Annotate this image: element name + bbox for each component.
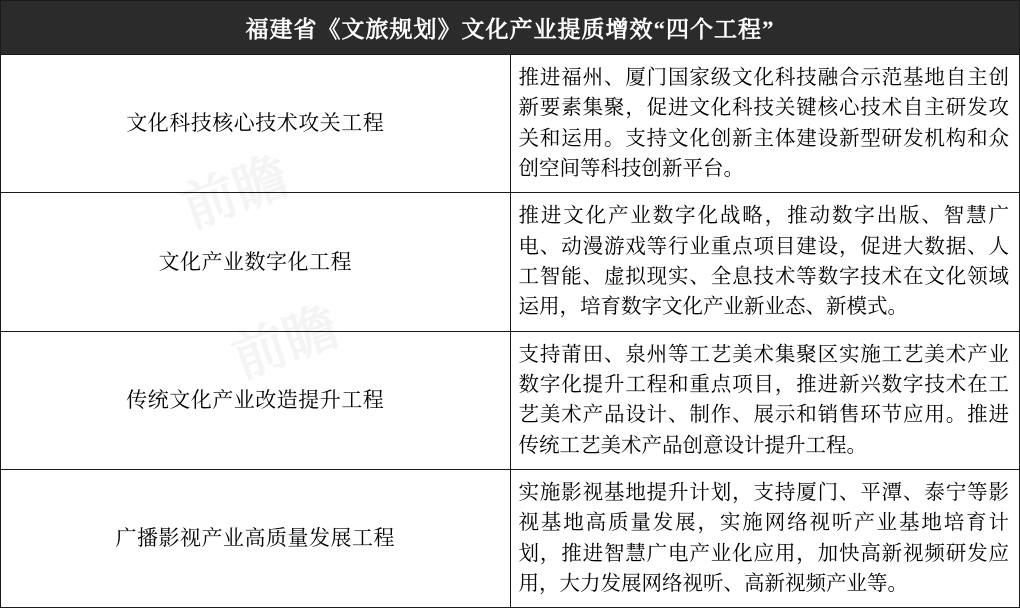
project-name: 文化产业数字化工程 [1,193,511,331]
project-name: 文化科技核心技术攻关工程 [1,55,511,193]
project-description: 实施影视基地提升计划，支持厦门、平潭、泰宁等影视基地高质量发展，实施网络视听产业基地培育计划，推进智慧广电产业化应用，加快高新视频研发应用，大力发展网络视听、高新视频产业等。 [510,469,1020,607]
project-description: 支持莆田、泉州等工艺美术集聚区实施工艺美术产业数字化提升工程和重点项目，推进新兴数字技术在工艺美术产品设计、制作、展示和销售环节应用。推进传统工艺美术产品创意设计提升工程。 [510,331,1020,469]
table-row [1,469,1020,607]
project-description: 推进文化产业数字化战略，推动数字出版、智慧广电、动漫游戏等行业重点项目建设，促进大数据、人工智能、虚拟现实、全息技术等数字技术在文化领域运用，培育数字文化产业新业态、新模式。 [510,193,1020,331]
project-name: 传统文化产业改造提升工程 [1,331,511,469]
table-title: 福建省《文旅规划》文化产业提质增效“四个工程” [1,1,1020,55]
table-title-row [1,1,1020,55]
table-row [1,331,1020,469]
project-description: 推进福州、厦门国家级文化科技融合示范基地自主创新要素集聚，促进文化科技关键核心技术自主研发攻关和运用。支持文化创新主体建设新型研发机构和众创空间等科技创新平台。 [510,55,1020,193]
project-name: 广播影视产业高质量发展工程 [1,469,511,607]
table-row [1,193,1020,331]
table-row [1,55,1020,193]
